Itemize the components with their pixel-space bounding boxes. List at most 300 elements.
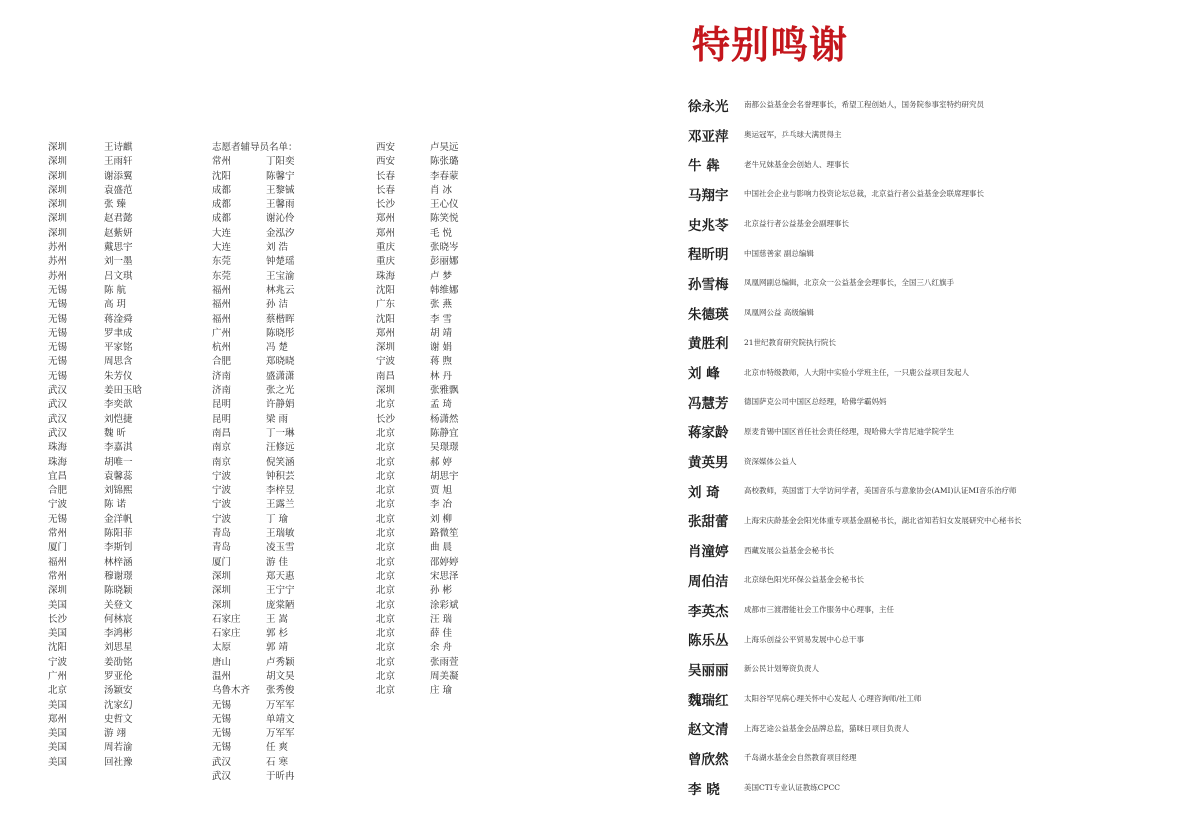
thanks-description: 上海艺途公益基金会品牌总监，猫咪日项目负责人	[744, 723, 909, 733]
volunteer-row	[48, 599, 142, 613]
volunteer-name: 周美凝	[430, 670, 459, 682]
volunteer-row	[212, 656, 295, 670]
volunteer-name: 沈家幻	[104, 699, 133, 711]
thanks-row	[688, 209, 1022, 239]
volunteer-name: 汪修远	[266, 442, 295, 454]
volunteer-city: 沈阳	[376, 284, 396, 296]
volunteer-row	[212, 470, 295, 484]
volunteer-name: 王诗麒	[104, 142, 133, 153]
volunteer-name: 陈晓彤	[266, 327, 295, 339]
thanks-name: 黄英男	[688, 455, 729, 472]
volunteer-list-heading: 志愿者辅导员名单：	[212, 142, 298, 153]
volunteer-city: 昆明	[212, 399, 232, 411]
volunteer-city: 美国	[48, 599, 68, 611]
volunteer-row	[376, 684, 459, 698]
volunteer-name: 王 嵩	[266, 613, 289, 625]
volunteer-name: 孟 琦	[430, 399, 453, 411]
volunteer-row	[212, 770, 295, 784]
volunteer-row	[376, 341, 459, 355]
volunteer-city: 合肥	[212, 356, 232, 368]
volunteer-row	[376, 241, 459, 255]
volunteer-city: 广东	[376, 299, 396, 311]
volunteer-city: 合肥	[48, 485, 68, 497]
volunteer-row	[48, 498, 142, 512]
volunteer-row	[376, 327, 459, 341]
volunteer-city: 西安	[376, 142, 396, 153]
volunteer-city: 深圳	[48, 170, 68, 182]
thanks-description: 美国CTI专业认证教练CPCC	[744, 783, 840, 793]
volunteer-row	[376, 599, 459, 613]
volunteer-name: 王心仪	[430, 199, 459, 211]
volunteer-row	[376, 441, 459, 455]
volunteer-city: 济南	[212, 370, 232, 382]
thanks-name: 张甜蕾	[688, 514, 729, 531]
thanks-name: 马翔宇	[688, 187, 729, 204]
volunteer-city: 武汉	[48, 399, 68, 411]
volunteer-name: 游 佳	[266, 556, 289, 568]
volunteer-name: 罗亚伦	[104, 670, 133, 682]
volunteer-row	[212, 341, 295, 355]
volunteer-name: 孙 彬	[430, 585, 453, 597]
volunteer-row	[376, 227, 459, 241]
volunteer-city: 北京	[376, 656, 396, 668]
volunteer-name: 蒋 煦	[430, 356, 453, 368]
volunteer-row	[212, 212, 295, 226]
volunteer-name: 刘思星	[104, 642, 133, 654]
volunteer-city: 南京	[212, 456, 232, 468]
volunteer-name: 姜田玉晗	[104, 385, 143, 397]
thanks-row	[688, 476, 1022, 506]
volunteer-city: 济南	[212, 385, 232, 397]
volunteer-row	[376, 141, 459, 155]
volunteer-row	[48, 570, 142, 584]
volunteer-name: 邵婷婷	[430, 556, 459, 568]
volunteer-name: 李春蒙	[430, 170, 459, 182]
thanks-name: 冯慧芳	[688, 395, 729, 412]
volunteer-row	[48, 756, 142, 770]
volunteer-city: 重庆	[376, 242, 396, 254]
volunteer-row	[212, 255, 295, 269]
volunteer-row	[212, 498, 295, 512]
volunteer-row	[48, 398, 142, 412]
volunteer-row	[212, 184, 295, 198]
volunteer-city: 珠海	[48, 442, 68, 454]
volunteer-city: 成都	[212, 184, 232, 196]
volunteer-row	[212, 584, 295, 598]
volunteer-row	[212, 684, 295, 698]
thanks-row	[688, 238, 1022, 268]
thanks-row	[688, 149, 1022, 179]
volunteer-row	[376, 212, 459, 226]
volunteer-row	[212, 370, 295, 384]
volunteer-name: 王雨轩	[104, 156, 133, 168]
volunteer-name: 路微笙	[430, 528, 459, 540]
volunteer-name: 罗聿成	[104, 327, 133, 339]
thanks-name: 周伯洁	[688, 573, 729, 590]
volunteer-row	[48, 613, 142, 627]
volunteer-city: 无锡	[48, 356, 68, 368]
thanks-name: 牛 犇	[688, 158, 720, 175]
volunteer-name: 何林宸	[104, 613, 133, 625]
volunteer-row	[376, 670, 459, 684]
volunteer-row	[48, 741, 142, 755]
thanks-row	[688, 565, 1022, 595]
volunteer-city: 无锡	[212, 742, 232, 754]
volunteer-city: 北京	[376, 570, 396, 582]
thanks-row	[688, 90, 1022, 120]
volunteer-name: 刘 浩	[266, 242, 289, 254]
volunteer-name: 张雅飘	[430, 385, 459, 397]
thanks-description: 西藏发展公益基金会秘书长	[744, 545, 834, 555]
volunteer-row	[212, 627, 295, 641]
volunteer-row	[376, 513, 459, 527]
thanks-name: 吴丽丽	[688, 662, 729, 679]
volunteer-name: 张秀俊	[266, 685, 295, 697]
thanks-name: 李英杰	[688, 603, 729, 620]
volunteer-column-1	[48, 141, 142, 770]
thanks-row	[688, 120, 1022, 150]
volunteer-city: 广州	[212, 327, 232, 339]
thanks-description: 北京绿色阳光环保公益基金会秘书长	[744, 575, 864, 585]
volunteer-city: 北京	[376, 642, 396, 654]
volunteer-city: 北京	[376, 456, 396, 468]
thanks-name: 黄胜利	[688, 336, 729, 353]
volunteer-row	[48, 384, 142, 398]
volunteer-city: 无锡	[48, 370, 68, 382]
volunteer-name: 张 燕	[430, 299, 453, 311]
volunteer-name: 刘锦熙	[104, 485, 133, 497]
volunteer-city: 无锡	[48, 327, 68, 339]
volunteer-name: 王宝渝	[266, 270, 295, 282]
volunteer-name: 卢秀颖	[266, 656, 295, 668]
volunteer-row	[212, 198, 295, 212]
volunteer-name: 郭 靖	[266, 642, 289, 654]
volunteer-name: 万军军	[266, 728, 295, 740]
volunteer-name: 胡 靖	[430, 327, 453, 339]
volunteer-list-page	[0, 0, 595, 830]
volunteer-name: 戴思宇	[104, 242, 133, 254]
volunteer-city: 北京	[376, 628, 396, 640]
volunteer-city: 福州	[212, 313, 232, 325]
volunteer-city: 沈阳	[376, 313, 396, 325]
volunteer-city: 郑州	[376, 213, 396, 225]
volunteer-city: 宁波	[212, 470, 232, 482]
volunteer-city: 唐山	[212, 656, 232, 668]
thanks-description: 北京市特级教师，人大附中实验小学班主任，一只鹿公益项目发起人	[744, 367, 969, 377]
volunteer-name: 陈晓颖	[104, 585, 133, 597]
thanks-row	[688, 357, 1022, 387]
volunteer-name: 涂彩斌	[430, 599, 459, 611]
volunteer-row	[48, 556, 142, 570]
thanks-row	[688, 387, 1022, 417]
volunteer-row	[48, 170, 142, 184]
volunteer-name: 张 臻	[104, 199, 127, 211]
volunteer-city: 北京	[376, 528, 396, 540]
volunteer-city: 苏州	[48, 270, 68, 282]
volunteer-city: 北京	[376, 499, 396, 511]
thanks-description: 原麦肯锡中国区首任社会责任经理，现哈佛大学肯尼迪学院学生	[744, 426, 954, 436]
volunteer-row	[48, 355, 142, 369]
volunteer-name: 胡唯一	[104, 456, 133, 468]
volunteer-row	[376, 355, 459, 369]
volunteer-city: 北京	[376, 442, 396, 454]
volunteer-city: 重庆	[376, 256, 396, 268]
volunteer-row	[48, 484, 142, 498]
volunteer-row	[212, 527, 295, 541]
volunteer-row	[376, 313, 459, 327]
volunteer-city: 无锡	[48, 313, 68, 325]
volunteer-name: 姜劭铭	[104, 656, 133, 668]
volunteer-row	[376, 384, 459, 398]
volunteer-row	[212, 155, 295, 169]
volunteer-row	[376, 584, 459, 598]
volunteer-name: 庄 瑜	[430, 685, 453, 697]
volunteer-row	[376, 556, 459, 570]
volunteer-city: 宁波	[212, 499, 232, 511]
volunteer-city: 长沙	[376, 413, 396, 425]
thanks-description: 资深媒体公益人	[744, 456, 797, 466]
volunteer-name: 吴璟璟	[430, 442, 459, 454]
volunteer-row	[212, 513, 295, 527]
volunteer-row	[48, 656, 142, 670]
volunteer-row	[212, 741, 295, 755]
volunteer-name: 游 翊	[104, 728, 127, 740]
volunteer-city: 福州	[212, 284, 232, 296]
volunteer-city: 北京	[376, 513, 396, 525]
volunteer-city: 昆明	[212, 413, 232, 425]
volunteer-city: 长沙	[376, 199, 396, 211]
volunteer-name: 曲 晨	[430, 542, 453, 554]
volunteer-city: 深圳	[48, 184, 68, 196]
volunteer-city: 深圳	[212, 585, 232, 597]
volunteer-row	[376, 527, 459, 541]
volunteer-name: 肖 冰	[430, 184, 453, 196]
volunteer-name: 郑晓晓	[266, 356, 295, 368]
volunteer-city: 常州	[48, 570, 68, 582]
volunteer-city: 无锡	[48, 299, 68, 311]
volunteer-city: 无锡	[48, 284, 68, 296]
thanks-description: 老牛兄妹基金会创始人、理事长	[744, 159, 849, 169]
volunteer-name: 许静娟	[266, 399, 295, 411]
volunteer-row	[376, 484, 459, 498]
thanks-description: 新公民计划筹资负责人	[744, 664, 819, 674]
volunteer-city: 美国	[48, 742, 68, 754]
thanks-row	[688, 535, 1022, 565]
volunteer-city: 珠海	[376, 270, 396, 282]
volunteer-name: 汤颖安	[104, 685, 133, 697]
volunteer-name: 李嘉淇	[104, 442, 133, 454]
volunteer-name: 刘恺捷	[104, 413, 133, 425]
volunteer-city: 北京	[376, 470, 396, 482]
volunteer-row	[212, 613, 295, 627]
volunteer-row	[48, 627, 142, 641]
volunteer-row	[48, 184, 142, 198]
thanks-name: 刘 琦	[688, 484, 720, 501]
volunteer-name: 高 玥	[104, 299, 127, 311]
volunteer-name: 石 寒	[266, 756, 289, 768]
volunteer-row	[376, 298, 459, 312]
volunteer-row	[376, 284, 459, 298]
volunteer-row	[212, 284, 295, 298]
thanks-description: 凤凰网副总编辑，北京众一公益基金会理事长，全国三八红旗手	[744, 278, 954, 288]
thanks-name: 魏瑞红	[688, 692, 729, 709]
thanks-description: 南都公益基金会名誉理事长，希望工程创始人，国务院参事室特约研究员	[744, 100, 984, 110]
volunteer-row	[48, 427, 142, 441]
volunteer-name: 任 爽	[266, 742, 289, 754]
volunteer-row	[48, 713, 142, 727]
volunteer-name: 谢添翼	[104, 170, 133, 182]
volunteer-city: 西安	[376, 156, 396, 168]
volunteer-name: 金泓汐	[266, 227, 295, 239]
volunteer-name: 万军军	[266, 699, 295, 711]
thanks-row	[688, 298, 1022, 328]
volunteer-column-3	[376, 141, 459, 699]
volunteer-city: 厦门	[48, 542, 68, 554]
thanks-row	[688, 624, 1022, 654]
volunteer-name: 庞棠陋	[266, 599, 295, 611]
thanks-name: 史兆苓	[688, 217, 729, 234]
thanks-row	[688, 773, 1022, 803]
volunteer-row	[48, 413, 142, 427]
thanks-row	[688, 446, 1022, 476]
volunteer-name: 王瑞敏	[266, 528, 295, 540]
volunteer-city: 深圳	[376, 342, 396, 354]
volunteer-row	[212, 355, 295, 369]
thanks-description: 凤凰网公益 高级编辑	[744, 308, 814, 318]
volunteer-row	[48, 198, 142, 212]
volunteer-city: 宁波	[48, 499, 68, 511]
volunteer-row	[212, 327, 295, 341]
volunteer-row	[48, 584, 142, 598]
volunteer-row	[48, 699, 142, 713]
volunteer-name: 于昕冉	[266, 771, 295, 783]
volunteer-name: 李斯钊	[104, 542, 133, 554]
volunteer-row	[212, 241, 295, 255]
volunteer-row	[376, 255, 459, 269]
volunteer-name: 丁阳奕	[266, 156, 295, 168]
volunteer-row	[212, 599, 295, 613]
volunteer-row	[212, 756, 295, 770]
volunteer-name: 丁一琳	[266, 427, 295, 439]
volunteer-city: 太原	[212, 642, 232, 654]
volunteer-city: 北京	[376, 670, 396, 682]
volunteer-city: 大连	[212, 227, 232, 239]
volunteer-row	[48, 370, 142, 384]
volunteer-row	[48, 513, 142, 527]
volunteer-city: 沈阳	[48, 642, 68, 654]
volunteer-city: 北京	[48, 685, 68, 697]
volunteer-city: 郑州	[376, 327, 396, 339]
volunteer-name: 袁馨蕊	[104, 470, 133, 482]
volunteer-name: 关登文	[104, 599, 133, 611]
volunteer-city: 北京	[376, 585, 396, 597]
volunteer-city: 东莞	[212, 256, 232, 268]
volunteer-row	[376, 541, 459, 555]
volunteer-city: 深圳	[48, 142, 68, 153]
volunteer-city: 厦门	[212, 556, 232, 568]
volunteer-row	[48, 470, 142, 484]
volunteer-name: 谢 娟	[430, 342, 453, 354]
volunteer-city: 深圳	[48, 213, 68, 225]
volunteer-city: 武汉	[48, 385, 68, 397]
thanks-row	[688, 743, 1022, 773]
volunteer-row	[212, 384, 295, 398]
volunteer-name: 谢沁伶	[266, 213, 295, 225]
volunteer-name: 刘一墨	[104, 256, 133, 268]
volunteer-row	[376, 570, 459, 584]
volunteer-name: 陈馨宁	[266, 170, 295, 182]
volunteer-city: 南京	[212, 442, 232, 454]
volunteer-name: 倪笑涵	[266, 456, 295, 468]
thanks-description: 北京益行者公益基金会副理事长	[744, 219, 849, 229]
thanks-name: 肖潼婷	[688, 544, 729, 561]
volunteer-row	[376, 198, 459, 212]
volunteer-city: 石家庄	[212, 613, 241, 625]
volunteer-name: 陈张璐	[430, 156, 459, 168]
volunteer-city: 常州	[212, 156, 232, 168]
page-title: 特别鸣谢	[692, 23, 849, 67]
volunteer-name: 冯 楚	[266, 342, 289, 354]
thanks-row	[688, 595, 1022, 625]
volunteer-name: 胡思宇	[430, 470, 459, 482]
volunteer-city: 美国	[48, 756, 68, 768]
volunteer-name: 刘 柳	[430, 513, 453, 525]
volunteer-row	[48, 641, 142, 655]
volunteer-name: 林兆云	[266, 284, 295, 296]
thanks-description: 高校教师，英国雷丁大学访问学者，美国音乐与意象协会(AMI)认证MI音乐治疗师	[744, 486, 1017, 496]
volunteer-name: 李鸿彬	[104, 628, 133, 640]
volunteer-city: 长沙	[48, 613, 68, 625]
volunteer-row	[376, 641, 459, 655]
volunteer-city: 石家庄	[212, 628, 241, 640]
thanks-name: 蒋家龄	[688, 425, 729, 442]
volunteer-name: 穆谢璟	[104, 570, 133, 582]
volunteer-row	[48, 684, 142, 698]
volunteer-city: 宁波	[48, 656, 68, 668]
volunteer-name: 周若渝	[104, 742, 133, 754]
volunteer-row	[212, 456, 295, 470]
volunteer-name: 赵紫妍	[104, 227, 133, 239]
volunteer-name: 王露兰	[266, 499, 295, 511]
thanks-row	[688, 713, 1022, 743]
volunteer-row	[376, 270, 459, 284]
thanks-name: 曾欣然	[688, 751, 729, 768]
volunteer-city: 乌鲁木齐	[212, 685, 251, 697]
volunteer-row	[212, 227, 295, 241]
volunteer-city: 深圳	[48, 585, 68, 597]
thanks-description: 奥运冠军，乒乓球大满贯得主	[744, 130, 842, 140]
volunteer-city: 福州	[212, 299, 232, 311]
volunteer-row	[48, 341, 142, 355]
volunteer-name: 陈静宜	[430, 427, 459, 439]
volunteer-row	[48, 670, 142, 684]
volunteer-row	[48, 212, 142, 226]
volunteer-city: 美国	[48, 628, 68, 640]
volunteer-row	[376, 155, 459, 169]
volunteer-row	[212, 699, 295, 713]
volunteer-row	[212, 541, 295, 555]
volunteer-row	[212, 398, 295, 412]
volunteer-name: 陈阳菲	[104, 528, 133, 540]
thanks-name: 孙雪梅	[688, 276, 729, 293]
volunteer-name: 汪 瑞	[430, 613, 453, 625]
volunteer-row	[48, 155, 142, 169]
volunteer-city: 武汉	[212, 756, 232, 768]
volunteer-name: 袁盛范	[104, 184, 133, 196]
volunteer-row	[48, 270, 142, 284]
volunteer-row	[48, 255, 142, 269]
volunteer-city: 宜昌	[48, 470, 68, 482]
